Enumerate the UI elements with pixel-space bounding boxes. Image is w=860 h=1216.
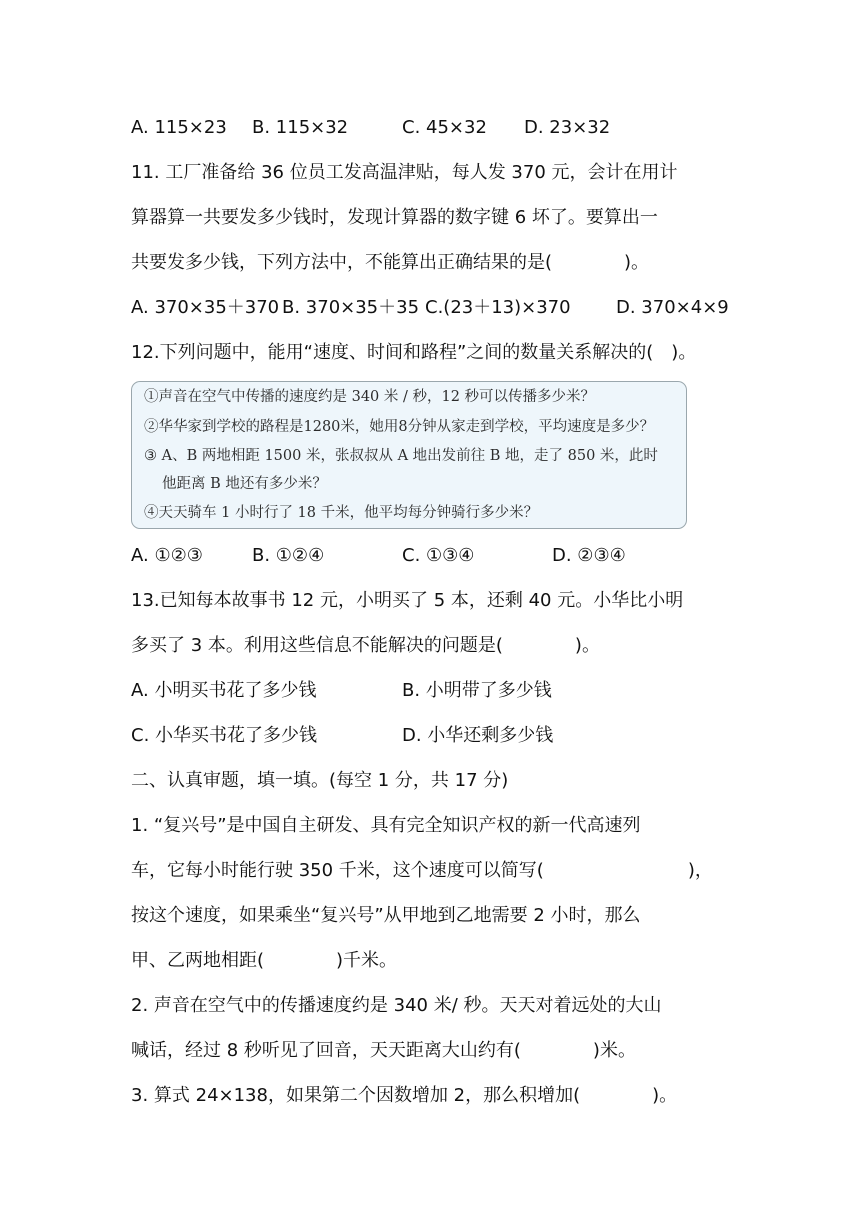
- q10-option-a: A. 115×23: [131, 117, 227, 138]
- q11-option-d: D. 370×4×9: [616, 297, 729, 318]
- q10-option-b: B. 115×32: [252, 117, 349, 138]
- q12-question-box: [131, 381, 687, 529]
- q13-option-c: C. 小华买书花了多少钱: [131, 725, 318, 746]
- q13-line-1: 13.已知每本故事书 12 元，小明买了 5 本，还剩 40 元。小华比小明: [131, 590, 684, 611]
- fill-2-line-2: 喊话，经过 8 秒听见了回音，天天距离大山约有( )米。: [131, 1040, 636, 1061]
- q13-option-b: B. 小明带了多少钱: [402, 680, 552, 701]
- q12-box-item-3: ③ A、B 两地相距 1500 米，张叔叔从 A 地出发前往 B 地，走了 850 米，此时: [144, 448, 658, 464]
- q11-option-b: B. 370×35＋35: [282, 297, 420, 318]
- q12-option-d: D. ②③④: [552, 545, 626, 566]
- q11-option-a: A. 370×35＋370: [131, 297, 280, 318]
- fill-2-line-1: 2. 声音在空气中的传播速度约是 340 米/ 秒。天天对着远处的大山: [131, 995, 662, 1016]
- q12-box-item-2: ②华华家到学校的路程是1280米，她用8分钟从家走到学校，平均速度是多少？: [144, 419, 655, 435]
- section-2-heading: 二、认真审题，填一填。(每空 1 分，共 17 分): [131, 770, 509, 791]
- fill-1-line-3: 按这个速度，如果乘坐“复兴号”从甲地到乙地需要 2 小时，那么: [131, 905, 641, 926]
- q12-option-c: C. ①③④: [402, 545, 475, 566]
- fill-1-line-1: 1. “复兴号”是中国自主研发、具有完全知识产权的新一代高速列: [131, 815, 641, 836]
- q10-option-c: C. 45×32: [402, 117, 487, 138]
- fill-1-line-4: 甲、乙两地相距( )千米。: [131, 950, 398, 971]
- fill-1-line-2: 车，它每小时能行驶 350 千米，这个速度可以简写( )，: [131, 860, 713, 881]
- q12-stem: 12.下列问题中，能用“速度、时间和路程”之间的数量关系解决的( )。: [131, 342, 697, 363]
- fill-3-line-1: 3. 算式 24×138，如果第二个因数增加 2，那么积增加( )。: [131, 1085, 678, 1106]
- q11-line-2: 算器算一共要发多少钱时，发现计算器的数字键 6 坏了。要算出一: [131, 207, 658, 228]
- q11-line-1: 11. 工厂准备给 36 位员工发高温津贴，每人发 370 元，会计在用计: [131, 162, 678, 183]
- q12-box-item-3-cont: 他距离 B 地还有多少米？: [162, 476, 327, 492]
- q13-option-a: A. 小明买书花了多少钱: [131, 680, 317, 701]
- q11-line-3: 共要发多少钱，下列方法中，不能算出正确结果的是( )。: [131, 252, 650, 273]
- q10-option-d: D. 23×32: [524, 117, 611, 138]
- q13-option-d: D. 小华还剩多少钱: [402, 725, 554, 746]
- q11-option-c: C.(23＋13)×370: [425, 297, 571, 318]
- q12-option-b: B. ①②④: [252, 545, 325, 566]
- q13-line-2: 多买了 3 本。利用这些信息不能解决的问题是( )。: [131, 635, 600, 656]
- q12-box-item-1: ①声音在空气中传播的速度约是 340 米 / 秒，12 秒可以传播多少米？: [144, 389, 596, 405]
- q12-option-a: A. ①②③: [131, 545, 203, 566]
- q12-box-item-4: ④天天骑车 1 小时行了 18 千米，他平均每分钟骑行多少米？: [144, 505, 539, 521]
